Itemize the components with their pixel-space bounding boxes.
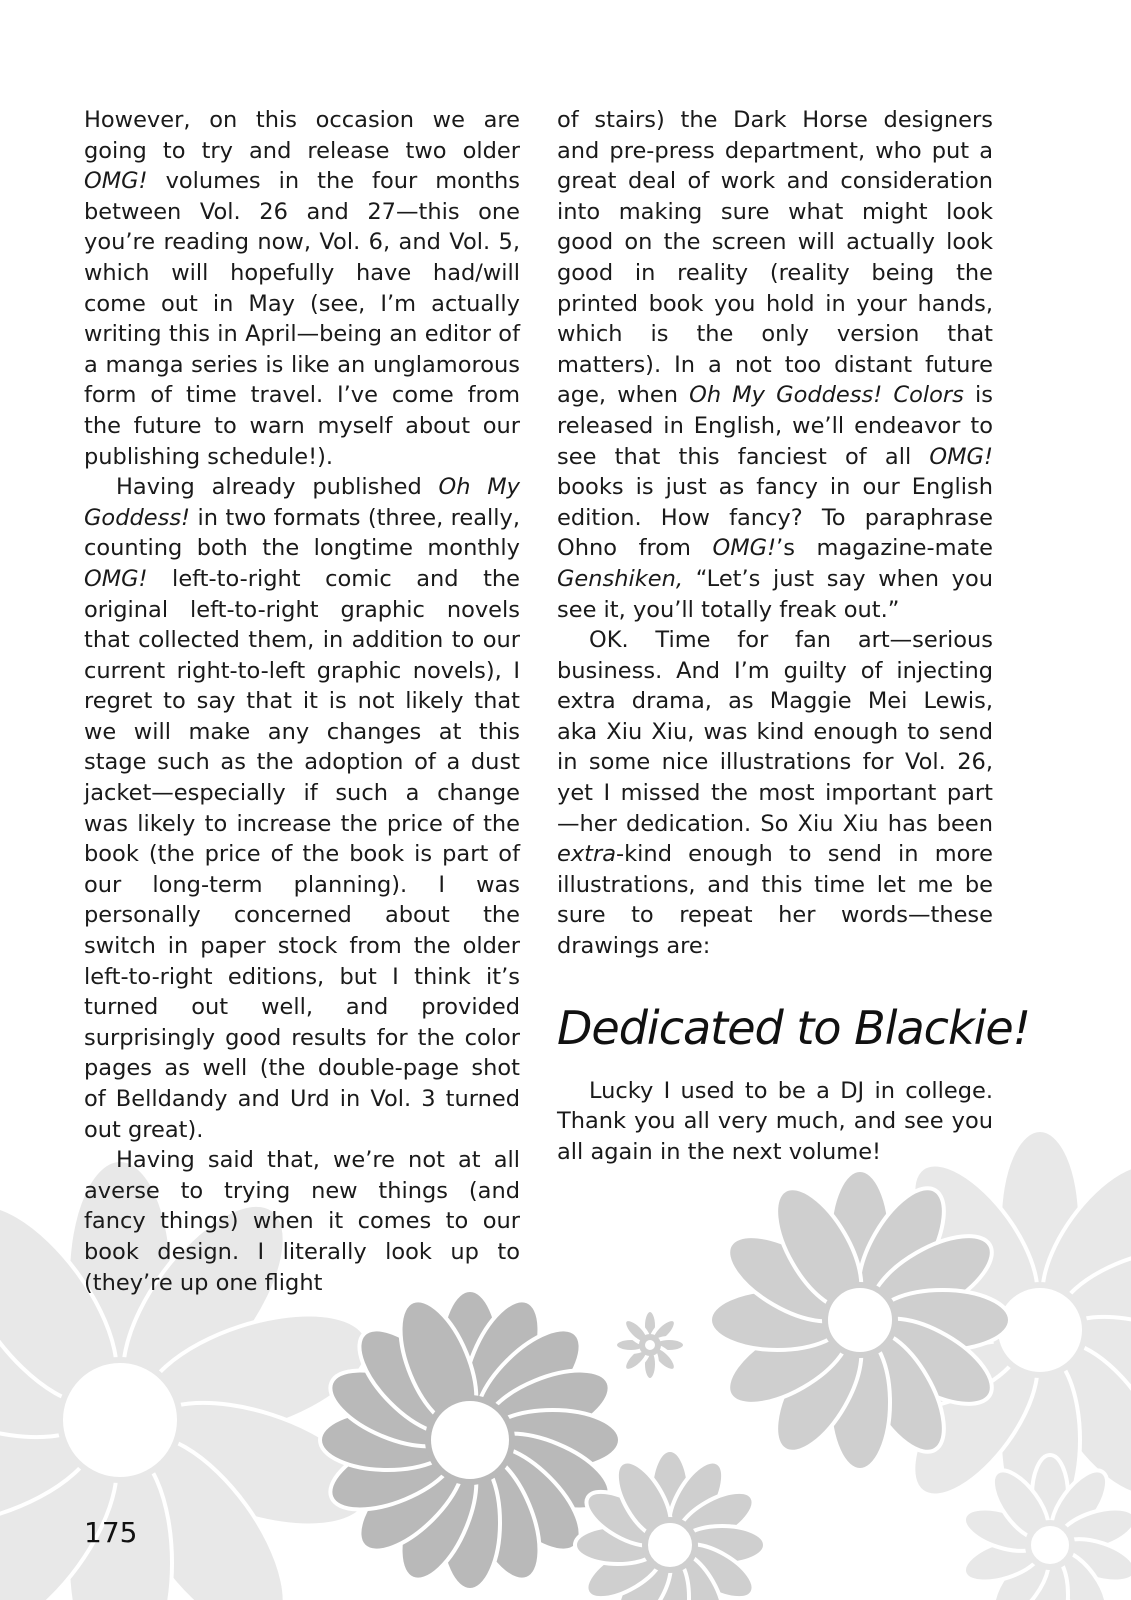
- flower-center: [642, 1337, 658, 1353]
- flower-center: [428, 1398, 512, 1482]
- page-number: 175: [84, 1516, 138, 1549]
- flower-shape: [575, 1450, 765, 1600]
- flower-center: [825, 1285, 895, 1355]
- left-text-column: [84, 105, 520, 1298]
- flower-shape: [615, 1310, 685, 1380]
- left-paragraph-1: However, on this occasion we are going to try and release two older OMG! volumes in the four months between Vol. 26 and 27—this one you’re reading now, Vol. 6, and Vol. 5, which will hopefully have had/will come out in May (see, I’m actually writing this in April—being an editor of a manga series is like an unglamorous form of time travel. I’ve come from the future to warn myself about our publishing schedule!).: [84, 107, 520, 470]
- flower-shape: [959, 1455, 1131, 1600]
- flower-center: [645, 1520, 695, 1570]
- left-paragraph-3: Having said that, we’re not at all averse to trying new things (and fancy things) when it comes to our book design. I literally look up to (they’re up one flight: [84, 1147, 520, 1296]
- left-paragraph-2: Having already published Oh My Goddess! in two formats (three, really, counting both the longtime monthly OMG! left-to-right comic and the original left-to-right graphic novels that collected them, in addition to our current right-to-left graphic novels), I regret to say that it is not likely that we will make any changes at this stage such as the adoption of a dust jacket—especially if such a change was likely to increase the price of the book (the price of the book is part of our long-term planning). I was personally concerned about the switch in paper stock from the older left-to-right editions, but I think it’s turned out well, and provided surprisingly good results for the color pages as well (the double-page shot of Belldandy and Urd in Vol. 3 turned out great).: [84, 474, 520, 1143]
- right-text-column: [557, 105, 1031, 1167]
- right-paragraph-3: Lucky I used to be a DJ in college. Thank you all very much, and see you all again in the next volume!: [557, 1077, 993, 1165]
- right-paragraph-2: OK. Time for fan art—serious business. And I’m guilty of injecting extra drama, as Maggie Mei Lewis, aka Xiu Xiu, was kind enough to send in some nice illustrations for Vol. 26, yet I missed the most important part—her dedication. So Xiu Xiu has been extra-kind enough to send in more illustrations, and this time let me be sure to repeat her words—these drawings are:: [557, 627, 993, 960]
- dedication-heading: Dedicated to Blackie!: [557, 1000, 1031, 1055]
- flower-center: [60, 1360, 180, 1480]
- right-paragraph-1: of stairs) the Dark Horse designers and pre-press department, who put a great deal of work and consideration into making sure what might look good on the screen will actually look good in reality (reality being the printed book you hold in your hands, which is the only version that matters). In a not too distant future age, when Oh My Goddess! Colors is released in English, we’ll endeavor to see that this fanciest of all OMG! books is just as fancy in our English edition. How fancy? To paraphrase Ohno from OMG!’s magazine-mate Genshiken, “Let’s just say when you see it, you’ll totally freak out.”: [557, 107, 993, 623]
- flower-center: [1028, 1523, 1072, 1567]
